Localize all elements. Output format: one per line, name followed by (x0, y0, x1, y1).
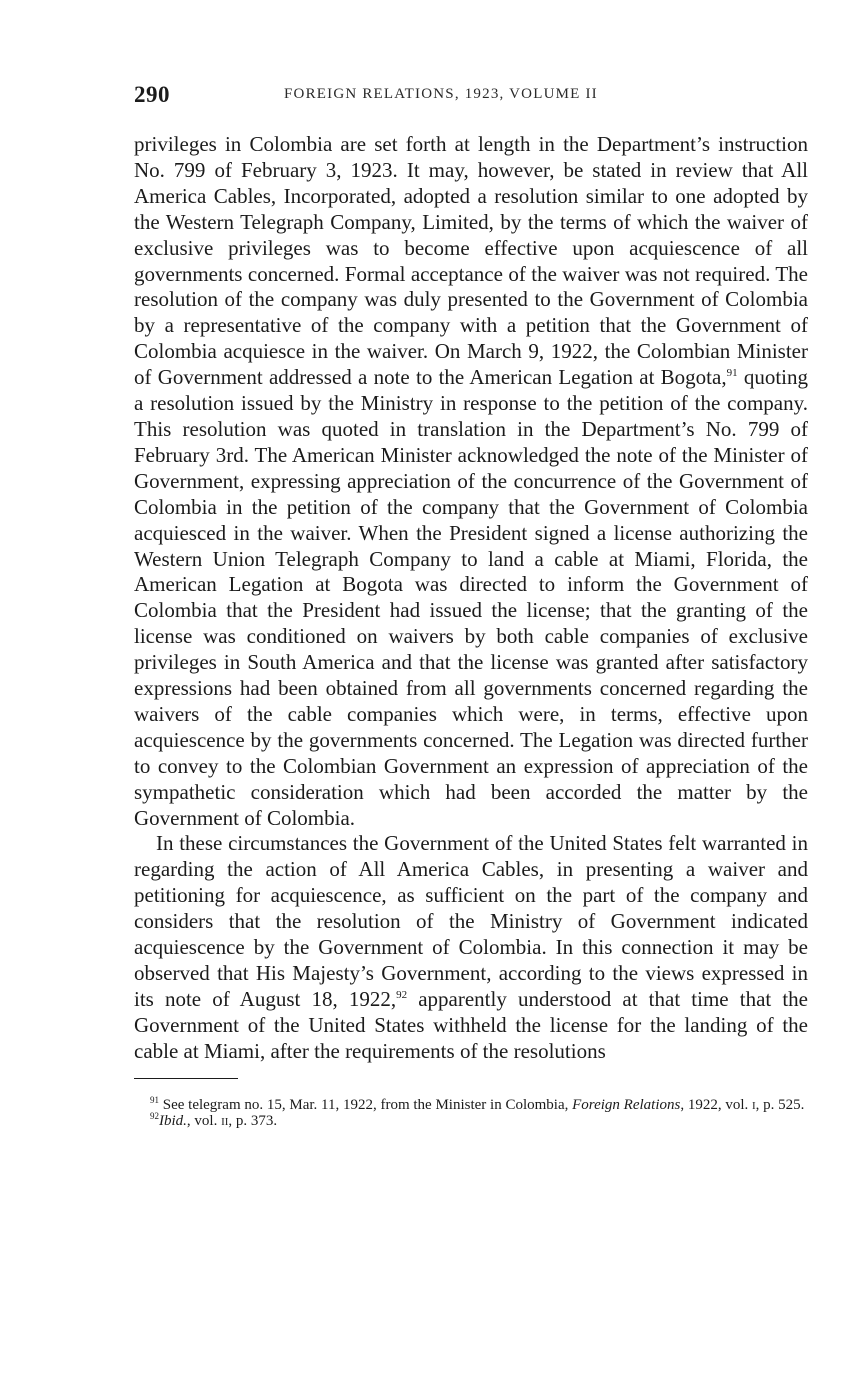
footnote-italic-title: Ibid. (159, 1112, 187, 1129)
footnote-text: , vol. (186, 1112, 222, 1129)
footnote-marker: 92 (150, 1110, 159, 1121)
footnote-text: See telegram no. 15, Mar. 11, 1922, from the Minister in Colombia, (159, 1096, 573, 1113)
paragraph-2-text-b: apparently understood at that time that the Government of the United States withheld the license for the landing of the cable at Miami, after the requirements of the resolutions (134, 986, 808, 1063)
page-header (134, 78, 808, 114)
running-title: FOREIGN RELATIONS, 1923, VOLUME II (284, 86, 598, 102)
paragraph-1 (134, 132, 808, 831)
footnote-divider (134, 1078, 238, 1079)
footnote-reference-92: 92 (396, 988, 408, 1001)
paragraph-1-text-b: quoting a resolution issued by the Ministry in response to the petition of the company. This resolution was quoted in translation in the Department’s No. 799 of February 3rd. The American Minister acknowledged the note of the Minister of Government, expressing appreciation of the concurrence of the Government of Colombia in the petition of the company that the Government of Colombia acquiesced in the waiver. When the President signed a license authorizing the Western Union Telegraph Company to land a cable at Miami, Florida, the American Legation at Bogota was directed to inform the Government of Colombia that the President had issued the license; that the granting of the license was conditioned on waivers by both cable companies of exclusive privileges in South America and that the license was granted after satisfactory expressions had been obtained from all governments concerned regarding the waivers of the cable companies which were, in terms, effective upon acquiescence by the governments concerned. The Legation was directed further to convey to the Colombian Government an expression of appreciation of the sympathetic consideration which had been accorded the matter by the Government of Colombia. (134, 365, 808, 830)
paragraph-1-text-a: privileges in Colombia are set forth at length in the Department’s instruction No. 799 of February 3, 1923. It may, however, be stated in review that All America Cables, Incorporated, adopted a resolution similar to one adopted by the Western Telegraph Company, Limited, by the terms of which the waiver of exclusive privileges was to become effective upon acquiescence of all governments concerned. Formal acceptance of the waiver was not required. The resolution of the company was duly presented to the Government of Colombia by a representative of the company with a petition that the Government of Colombia acquiesce in the waiver. On March 9, 1922, the Colombian Minister of Government addressed a note to the American Legation at Bogota, (134, 132, 808, 390)
footnote-volume: i (752, 1096, 756, 1113)
body-text (134, 132, 808, 1065)
footnote-92 (134, 1110, 808, 1129)
footnote-italic-title: Foreign Relations (572, 1096, 681, 1113)
paragraph-2 (134, 831, 808, 1064)
footnotes (134, 1094, 808, 1129)
footnote-text: , 1922, vol. (680, 1096, 752, 1113)
document-page (134, 78, 808, 1129)
footnote-marker: 91 (150, 1094, 159, 1105)
paragraph-2-text-a: In these circumstances the Government of the United States felt warranted in regarding the action of All America Cables, in presenting a waiver and petitioning for acquiescence, as sufficient on the part of the company and considers that the resolution of the Ministry of Government indicated acquiescence by the Government of Colombia. In this connection it may be observed that His Majesty’s Government, according to the views expressed in its note of August 18, 1922, (134, 831, 808, 1011)
footnote-volume: ii (221, 1112, 229, 1129)
footnote-91 (134, 1094, 808, 1113)
page-number: 290 (134, 82, 170, 107)
footnote-page: , p. 373. (228, 1112, 278, 1129)
footnote-page: , p. 525. (755, 1096, 805, 1113)
footnote-reference-91: 91 (726, 367, 738, 380)
